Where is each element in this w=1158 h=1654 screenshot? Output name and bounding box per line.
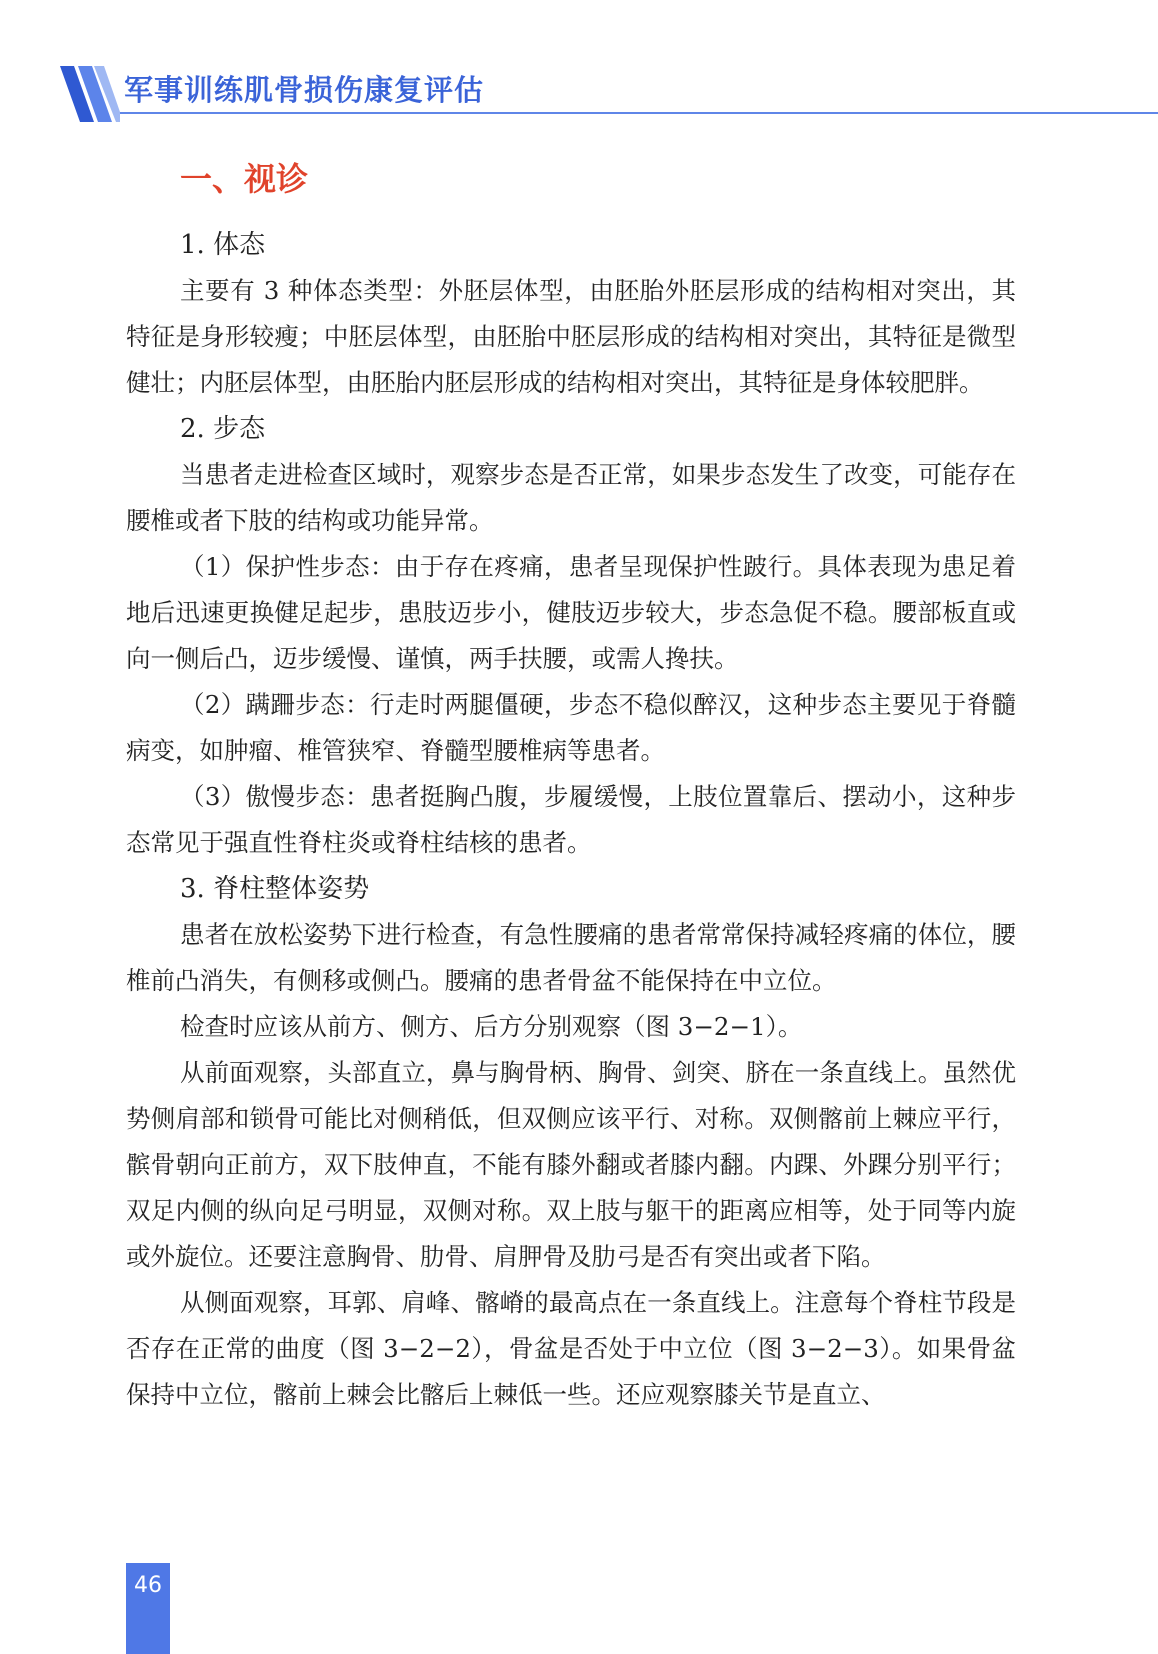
subheading-gait: 2. 步态	[180, 414, 266, 444]
book-spine-stripes-icon	[60, 66, 120, 122]
paragraph: （1）保护性步态：由于存在疼痛，患者呈现保护性跛行。具体表现为患足着地后迅速更换健足起步，患肢迈步小，健肢迈步较大，步态急促不稳。腰部板直或向一侧后凸，迈步缓慢、谨慎，两手扶腰，或需人搀扶。	[126, 552, 1016, 673]
paragraph: 从侧面观察，耳郭、肩峰、髂嵴的最高点在一条直线上。注意每个脊柱节段是否存在正常的曲度（图 3−2−2），骨盆是否处于中立位（图 3−2−3）。如果骨盆保持中立位，髂前上棘会比髂后上棘低一些。还应观察膝关节是直立、	[126, 1288, 1016, 1409]
paragraph: 患者在放松姿势下进行检查，有急性腰痛的患者常常保持减轻疼痛的体位，腰椎前凸消失，有侧移或侧凸。腰痛的患者骨盆不能保持在中立位。	[126, 920, 1016, 995]
body-text	[126, 222, 1016, 1418]
page-number-tab	[126, 1563, 170, 1654]
subheading-spinal-posture: 3. 脊柱整体姿势	[180, 874, 370, 904]
paragraph: 主要有 3 种体态类型：外胚层体型，由胚胎外胚层形成的结构相对突出，其特征是身形较瘦；中胚层体型，由胚胎中胚层形成的结构相对突出，其特征是微型健壮；内胚层体型，由胚胎内胚层形成的结构相对突出，其特征是身体较肥胖。	[126, 276, 1016, 397]
paragraph: 检查时应该从前方、侧方、后方分别观察（图 3−2−1）。	[180, 1012, 803, 1041]
paragraph: （3）傲慢步态：患者挺胸凸腹，步履缓慢，上肢位置靠后、摆动小，这种步态常见于强直性脊柱炎或脊柱结核的患者。	[126, 782, 1016, 857]
subheading-posture: 1. 体态	[180, 230, 266, 260]
paragraph: 当患者走进检查区域时，观察步态是否正常，如果步态发生了改变，可能存在腰椎或者下肢的结构或功能异常。	[126, 460, 1016, 535]
running-header-title: 军事训练肌骨损伤康复评估	[124, 73, 485, 107]
paragraph: 从前面观察，头部直立，鼻与胸骨柄、胸骨、剑突、脐在一条直线上。虽然优势侧肩部和锁骨可能比对侧稍低，但双侧应该平行、对称。双侧髂前上棘应平行，髌骨朝向正前方，双下肢伸直，不能有膝外翻或者膝内翻。内踝、外踝分别平行；双足内侧的纵向足弓明显，双侧对称。双上肢与躯干的距离应相等，处于同等内旋或外旋位。还要注意胸骨、肋骨、肩胛骨及肋弓是否有突出或者下陷。	[126, 1058, 1016, 1271]
page-number: 46	[134, 1573, 162, 1598]
paragraph: （2）蹒跚步态：行走时两腿僵硬，步态不稳似醉汉，这种步态主要见于脊髓病变，如肿瘤、椎管狭窄、脊髓型腰椎病等患者。	[126, 690, 1016, 765]
header-divider	[120, 112, 1158, 114]
section-title: 一、视诊	[180, 160, 309, 198]
